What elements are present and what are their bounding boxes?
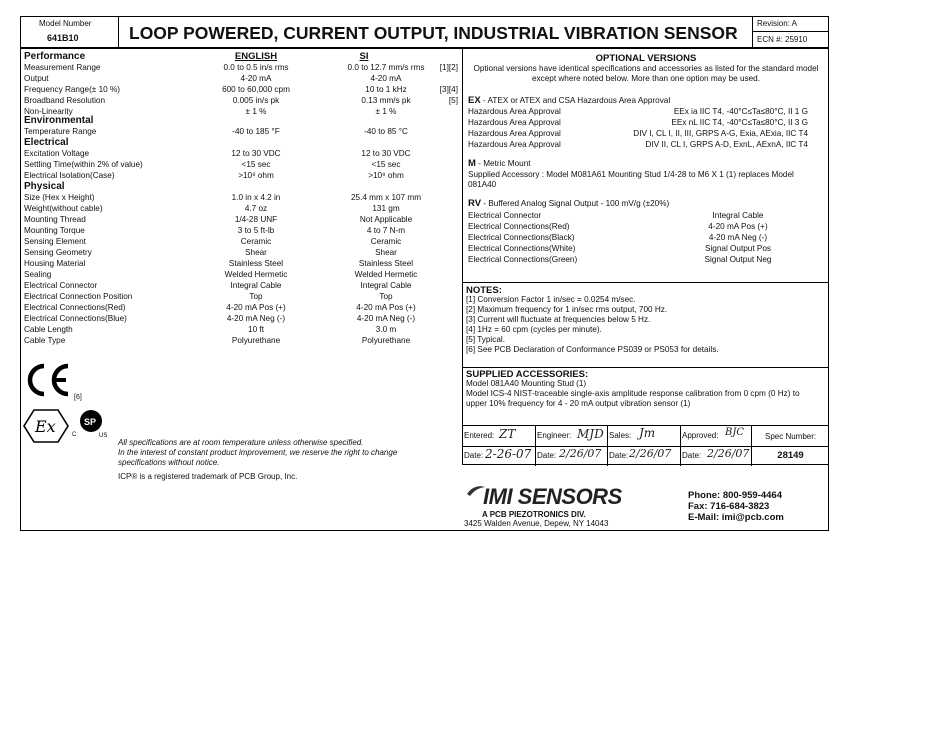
option-m-line-2: 081A40 — [468, 180, 497, 189]
spec-number-label: Spec Number: — [765, 432, 817, 441]
disclaimer-line-2: In the interest of constant product improvement, we reserve the right to change — [118, 448, 398, 457]
spec-name: Non-Linearity — [24, 107, 73, 116]
entered-signature: ZT — [499, 427, 516, 441]
spec-english: >10⁸ ohm — [238, 171, 274, 180]
note-item: [5] Typical. — [466, 335, 505, 344]
spec-si: 25.4 mm x 107 mm — [350, 193, 422, 202]
spec-si: Integral Cable — [360, 281, 412, 290]
spec-si: 131 gm — [372, 204, 400, 213]
spec-si: Not Applicable — [359, 215, 413, 224]
spec-si: Ceramic — [370, 237, 402, 246]
option-row — [468, 139, 828, 150]
spec-row — [24, 236, 454, 247]
option-row — [468, 254, 828, 265]
notes-list — [466, 295, 719, 355]
spec-english: Shear — [245, 248, 267, 257]
spec-name: Sealing — [24, 270, 52, 279]
spec-row — [24, 95, 458, 106]
note-item: [3] Current will fluctuate at frequencies below 5 Hz. — [466, 315, 651, 324]
spec-row — [24, 159, 454, 170]
spec-english: 0.005 in/s pk — [232, 96, 280, 105]
spec-footnote: [3][4] — [439, 85, 458, 94]
spec-name: Mounting Thread — [24, 215, 86, 224]
option-value: 4-20 mA Pos (+) — [708, 222, 768, 231]
option-rv-desc: - Buffered Analog Signal Output - 100 mV/g (±20%) — [481, 199, 670, 208]
spec-name: Mounting Torque — [24, 226, 85, 235]
option-row — [468, 221, 828, 232]
option-m-desc: - Metric Mount — [475, 159, 531, 168]
svg-text:C: C — [72, 432, 77, 438]
spec-si: 4 to 7 N-m — [366, 226, 406, 235]
spec-name: Housing Material — [24, 259, 86, 268]
spec-english: 3 to 5 ft-lb — [237, 226, 275, 235]
spec-row — [24, 148, 454, 159]
spec-si: Polyurethane — [361, 336, 411, 345]
option-value: Signal Output Pos — [705, 244, 771, 253]
spec-english: 1.0 in x 4.2 in — [231, 193, 281, 202]
spec-english: 4-20 mA — [240, 74, 272, 83]
optional-intro-2: except where noted below. More than one option may be used. — [531, 74, 761, 83]
spec-english: 4-20 mA Neg (-) — [226, 314, 286, 323]
option-name: Hazardous Area Approval — [468, 129, 561, 138]
note-item: [2] Maximum frequency for 1 in/sec rms output, 700 Hz. — [466, 305, 668, 314]
spec-english: 600 to 60,000 cpm — [222, 85, 290, 94]
spec-si: -40 to 85 °C — [364, 127, 408, 136]
sales-label: Sales: — [609, 431, 632, 440]
approved-signature: BJC — [725, 427, 745, 438]
option-name: Hazardous Area Approval — [468, 118, 561, 127]
option-value: 4-20 mA Neg (-) — [708, 233, 768, 242]
date-value-4: 2/26/07 — [707, 447, 750, 460]
model-cell — [21, 17, 119, 47]
signoff-table — [462, 425, 829, 465]
spec-row — [24, 302, 454, 313]
option-m-code: M — [468, 158, 476, 169]
notes-title: NOTES: — [466, 285, 502, 296]
date-value-3: 2/26/07 — [629, 447, 672, 460]
spec-english: ± 1 % — [245, 107, 267, 116]
section-environmental: Environmental — [24, 115, 94, 126]
spec-english: Stainless Steel — [228, 259, 284, 268]
spec-name: Measurement Range — [24, 63, 101, 72]
spec-english: Ceramic — [240, 237, 272, 246]
column-english: ENGLISH — [234, 51, 278, 62]
option-m-text — [468, 170, 824, 190]
section-physical: Physical — [24, 181, 65, 192]
option-row — [468, 117, 828, 128]
spec-name: Excitation Voltage — [24, 149, 90, 158]
spec-english: 10 ft — [248, 325, 264, 334]
date-label-2: Date: — [537, 451, 557, 460]
svg-text:US: US — [99, 433, 108, 439]
option-ex-code: EX — [468, 95, 481, 106]
accessories-line-3: upper 10% frequency for 4 - 20 mA output vibration sensor (1) — [466, 399, 691, 408]
spec-english: Integral Cable — [230, 281, 282, 290]
spec-name: Sensing Geometry — [24, 248, 92, 257]
option-row — [468, 243, 828, 254]
spec-english: Top — [249, 292, 263, 301]
spec-footnote: [5] — [448, 96, 458, 105]
disclaimer-line-3: specifications without notice. — [118, 458, 220, 467]
spec-name: Cable Type — [24, 336, 66, 345]
option-value: Signal Output Neg — [704, 255, 772, 264]
spec-row — [24, 192, 454, 203]
spec-row — [24, 313, 454, 324]
spec-number: 28149 — [777, 450, 804, 461]
spec-row — [24, 324, 454, 335]
spec-row — [24, 170, 454, 181]
option-row — [468, 210, 828, 221]
ce-mark — [24, 362, 72, 403]
disclaimer-line-1: All specifications are at room temperature unless otherwise specified. — [118, 438, 364, 447]
spec-row — [24, 203, 454, 214]
optional-intro-1: Optional versions have identical specifications and accessories as listed for the standard model — [473, 64, 819, 73]
option-value: DIV II, CL I, GRPS A-D, ExnL, AExnA, IIC T4 — [645, 140, 808, 149]
accessories-title: SUPPLIED ACCESSORIES: — [466, 369, 589, 380]
spec-si: Welded Hermetic — [354, 270, 418, 279]
svg-text:Ex: Ex — [35, 417, 56, 436]
option-value: EEx nL IIC T4, -40°C≤Ta≤80°C, II 3 G — [671, 118, 808, 127]
entered-label: Entered: — [464, 431, 495, 440]
sales-signature: Jm — [639, 426, 656, 440]
contact-email[interactable]: E-Mail: imi@pcb.com — [688, 512, 784, 523]
engineer-signature: MJD — [577, 427, 604, 441]
spec-name: Electrical Isolation(Case) — [24, 171, 115, 180]
spec-name: Electrical Connections(Blue) — [24, 314, 127, 323]
csa-us-icon — [72, 406, 114, 447]
header-bar — [20, 16, 829, 48]
option-rv-code: RV — [468, 198, 482, 209]
title-cell — [119, 17, 753, 47]
contact-phone: Phone: 800-959-4464 — [688, 490, 782, 501]
spec-english: Welded Hermetic — [224, 270, 288, 279]
spec-row — [24, 225, 454, 236]
contact-fax: Fax: 716-684-3823 — [688, 501, 770, 512]
date-value-2: 2/26/07 — [559, 447, 602, 460]
accessories-text — [466, 379, 800, 409]
option-name: Electrical Connections(White) — [468, 244, 576, 253]
spec-si: Top — [379, 292, 393, 301]
brand-address: 3425 Walden Avenue, Depew, NY 14043 — [464, 519, 609, 528]
spec-name: Broadband Resolution — [24, 96, 106, 105]
date-label-4: Date: — [682, 451, 702, 460]
spec-name: Temperature Range — [24, 127, 97, 136]
spec-si: 0.13 mm/s pk — [361, 96, 411, 105]
note-item: [4] 1Hz = 60 cpm (cycles per minute). — [466, 325, 602, 334]
revision-cell — [753, 17, 829, 47]
spec-row — [24, 62, 458, 73]
spec-si: 10 to 1 kHz — [365, 85, 407, 94]
section-performance: Performance — [24, 51, 86, 62]
option-ex-desc: - ATEX or ATEX and CSA Hazardous Area Approval — [480, 96, 671, 105]
spec-si: Stainless Steel — [358, 259, 414, 268]
spec-name: Size (Hex x Height) — [24, 193, 95, 202]
model-number: 641B10 — [47, 33, 79, 43]
spec-name: Cable Length — [24, 325, 73, 334]
spec-si: <15 sec — [371, 160, 401, 169]
option-m-line-1: Supplied Accessory : Model M081A61 Mounting Stud 1/4-28 to M6 X 1 (1) replaces Model — [468, 170, 794, 179]
spec-si: 3.0 m — [375, 325, 397, 334]
spec-row — [24, 335, 454, 346]
option-value: EEx ia IIC T4, -40°C≤Ta≤80°C, II 1 G — [673, 107, 808, 116]
accessories-line-1: Model 081A40 Mounting Stud (1) — [466, 379, 587, 388]
spec-si: Shear — [375, 248, 397, 257]
icp-trademark: ICP® is a registered trademark of PCB Group, Inc. — [118, 472, 298, 481]
spec-row — [24, 269, 454, 280]
note-item: [1] Conversion Factor 1 in/sec = 0.0254 m/sec. — [466, 295, 636, 304]
spec-name: Weight(without cable) — [24, 204, 103, 213]
option-row — [468, 128, 828, 139]
option-m-heading — [468, 159, 531, 169]
option-name: Electrical Connections(Black) — [468, 233, 575, 242]
brand-logo: IMI SENSORS — [483, 484, 622, 509]
revision-label: Revision: A — [757, 19, 798, 28]
option-name: Hazardous Area Approval — [468, 107, 561, 116]
spec-name: Sensing Element — [24, 237, 86, 246]
date-value-1: 2-26-07 — [485, 447, 532, 461]
option-row — [468, 232, 828, 243]
spec-name: Electrical Connections(Red) — [24, 303, 126, 312]
svg-text:SP: SP — [84, 417, 97, 427]
option-rv-heading — [468, 199, 669, 209]
spec-si: 0.0 to 12.7 mm/s rms — [347, 63, 425, 72]
optional-intro — [463, 64, 829, 84]
spec-si: 4-20 mA Neg (-) — [356, 314, 416, 323]
spec-row — [24, 258, 454, 269]
spec-row — [24, 214, 454, 225]
spec-row — [24, 126, 454, 137]
option-value: Integral Cable — [712, 211, 764, 220]
option-name: Electrical Connections(Green) — [468, 255, 578, 264]
spec-si: 4-20 mA — [370, 74, 402, 83]
spec-si: >10⁸ ohm — [368, 171, 404, 180]
spec-english: 1/4-28 UNF — [234, 215, 278, 224]
option-name: Electrical Connector — [468, 211, 542, 220]
optional-title: OPTIONAL VERSIONS — [595, 53, 697, 64]
spec-row — [24, 84, 458, 95]
page-title: LOOP POWERED, CURRENT OUTPUT, INDUSTRIAL VIBRATION SENSOR — [129, 23, 738, 43]
spec-footnote: [1][2] — [439, 63, 458, 72]
spec-english: 4-20 mA Pos (+) — [226, 303, 286, 312]
spec-name: Settling Time(within 2% of value) — [24, 160, 143, 169]
option-name: Electrical Connections(Red) — [468, 222, 570, 231]
spec-english: 0.0 to 0.5 in/s rms — [223, 63, 289, 72]
accessories-line-2: Model ICS-4 NIST-traceable single-axis amplitude response calibration from 0 cpm (0 Hz) to — [466, 389, 800, 398]
ce-footnote: [6] — [74, 394, 82, 401]
spec-english: -40 to 185 °F — [232, 127, 280, 136]
option-row — [468, 106, 828, 117]
column-si: SI — [359, 51, 369, 62]
option-value: DIV I, CL I, II, III, GRPS A-G, Exia, AExia, IIC T4 — [633, 129, 808, 138]
model-label: Model Number — [39, 19, 92, 28]
spec-english: <15 sec — [241, 160, 271, 169]
engineer-label: Engineer: — [537, 431, 572, 440]
spec-name: Output — [24, 74, 49, 83]
spec-english: 12 to 30 VDC — [231, 149, 281, 158]
spec-name: Electrical Connection Position — [24, 292, 133, 301]
spec-row — [24, 247, 454, 258]
spec-row — [24, 280, 454, 291]
option-ex-heading — [468, 96, 670, 106]
spec-row — [24, 291, 454, 302]
spec-name: Electrical Connector — [24, 281, 98, 290]
section-electrical: Electrical — [24, 137, 69, 148]
date-label-1: Date: — [464, 451, 484, 460]
spec-english: 4.7 oz — [244, 204, 268, 213]
spec-si: 12 to 30 VDC — [361, 149, 411, 158]
date-label-3: Date: — [609, 451, 629, 460]
spec-row — [24, 73, 454, 84]
ecn-number: ECN #: 25910 — [757, 35, 808, 44]
spec-name: Frequency Range(± 10 %) — [24, 85, 120, 94]
ex-hexagon-icon — [22, 408, 70, 449]
note-item: [6] See PCB Declaration of Conformance PS039 or PS053 for details. — [466, 345, 719, 354]
contact-block — [688, 490, 784, 523]
spec-si: ± 1 % — [375, 107, 397, 116]
spec-si: 4-20 mA Pos (+) — [356, 303, 416, 312]
option-name: Hazardous Area Approval — [468, 140, 561, 149]
disclaimer — [118, 438, 397, 468]
brand-division: A PCB PIEZOTRONICS DIV. — [482, 510, 586, 519]
approved-label: Approved: — [682, 431, 719, 440]
spec-english: Polyurethane — [231, 336, 281, 345]
